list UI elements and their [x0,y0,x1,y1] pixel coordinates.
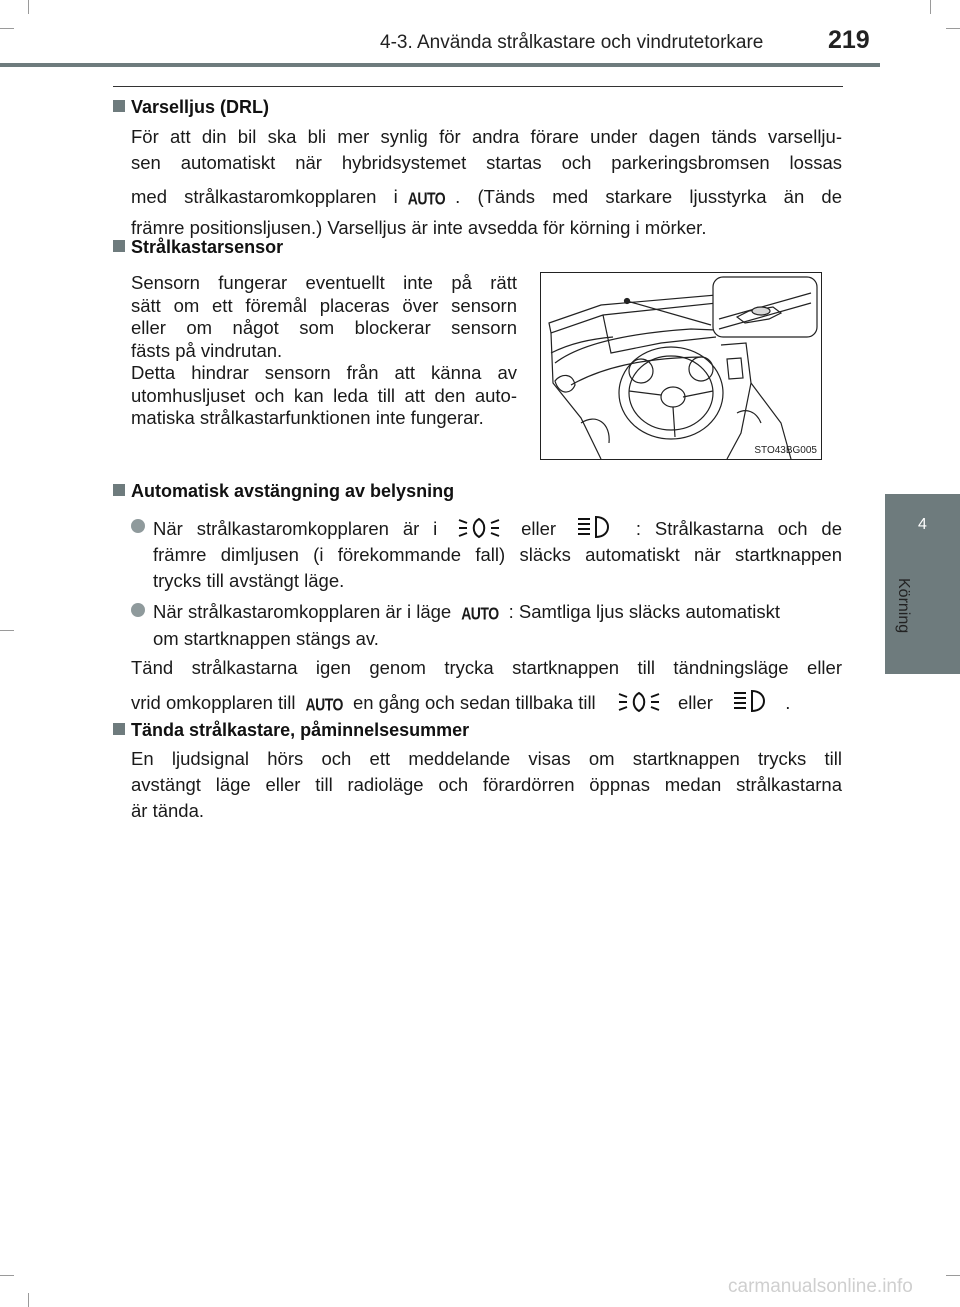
sensor-line: fästs på vindrutan. [131,339,283,361]
bullet-line-text: När strålkastaromkopplaren är i läge [153,601,452,622]
sensor-line: matiska strålkastarfunktionen inte fungerar. [131,407,484,428]
auto-off-heading-text: Automatisk avstängning av belysning [131,481,455,501]
para-line-text: eller [677,692,713,713]
watermark: carmanualsonline.info [728,1276,913,1297]
figure-caption: STO43BG005 [754,445,817,456]
drl-line: främre positionsljusen.) Varselljus är inte avsedda för körning i mörker. [131,217,707,238]
reminder-line: avstängt läge eller till radioläge och förardörren öppnas medan strålkastarna [131,774,842,795]
crop-mark [946,1275,960,1276]
heading-square-icon [113,100,125,112]
drl-heading-text: Varselljus (DRL) [131,97,270,117]
bullet-line: trycks till avstängt läge. [153,570,345,591]
bullet-line-text: eller [521,518,557,539]
crop-mark [0,630,14,631]
bullet-line: främre dimljusen (i förekommande fall) släcks automatiskt när startknappen [153,544,842,565]
auto-icon: AUTO [461,603,499,623]
sensor-line: sätt om ett föremål placeras över sensorn [131,294,517,316]
para-line: Tänd strålkastarna igen genom trycka startknappen till tändningsläge eller [131,657,842,678]
bullet-line [153,515,842,542]
bullet-line-text: När strålkastaromkopplaren är i [153,518,438,539]
content-rule [113,86,843,87]
crop-mark [28,1293,29,1307]
auto-off-heading [113,481,454,502]
drl-line [131,184,842,211]
reminder-paragraph [131,746,842,824]
bullet-line [153,599,842,626]
page-number: 219 [828,26,870,54]
bullet-dot-icon [131,603,145,617]
sensor-paragraph [131,272,517,430]
parking-light-icon [457,517,501,539]
drl-line: För att din bil ska bli mer synlig för andra förare under dagen tänds varsellju- [131,126,842,147]
bullet-line-text: : Strålkastarna och de [635,518,843,539]
headlight-icon [732,689,772,713]
sensor-heading [113,237,283,258]
drl-line-text: med strålkastaromkopplaren i [131,186,398,207]
parking-light-icon [617,691,661,713]
header-rule [0,63,880,67]
sensor-illustration [540,272,822,460]
heading-square-icon [113,723,125,735]
crop-mark [946,28,960,29]
reminder-heading-text: Tända strålkastare, påminnelsesummer [131,720,470,740]
sensor-line: eller om något som blockerar sensorn [131,317,517,338]
para-line-text: vrid omkopplaren till [131,692,296,713]
bullet-text [153,515,842,594]
reminder-line: En ljudsignal hörs och ett meddelande visas om startknappen trycks till [131,748,842,769]
para-line-text: . [785,692,791,713]
heading-square-icon [113,240,125,252]
bullet-text [153,599,842,652]
sensor-heading-text: Strålkastarsensor [131,237,284,257]
drl-line: sen automatiskt när hybridsystemet startas och parkeringsbromsen lossas [131,152,842,173]
page-header [0,0,880,68]
auto-icon: AUTO [407,188,446,208]
bullet-line: om startknappen stängs av. [153,628,379,649]
auto-icon: AUTO [305,694,343,714]
sensor-line: Detta hindrar sensorn från att känna av [131,362,517,383]
bullet-dot-icon [131,519,145,533]
reminder-line: är tända. [131,800,205,821]
auto-off-paragraph [131,655,842,717]
chapter-number: 4 [918,516,927,533]
headlight-icon [576,515,616,539]
bullet-line-text: : Samtliga ljus släcks automatiskt [508,601,781,622]
chapter-label: Körning [895,578,912,634]
section-title: 4-3. Använda strålkastare och vindrutetorkare [380,32,764,53]
drl-line-text: . (Tänds med starkare ljusstyrka än de [455,186,842,207]
heading-square-icon [113,484,125,496]
reminder-heading [113,720,469,741]
crop-mark [0,1275,14,1276]
drl-paragraph [131,124,842,241]
dashboard-sensor-icon [541,273,821,459]
sensor-line: utomhusljuset och kan leda till att den auto- [131,384,517,406]
sensor-line: Sensorn fungerar eventuellt inte på rätt [131,272,517,293]
para-line [131,689,842,717]
para-line-text: en gång och sedan tillbaka till [352,692,596,713]
crop-mark [930,0,931,14]
drl-heading [113,97,269,118]
